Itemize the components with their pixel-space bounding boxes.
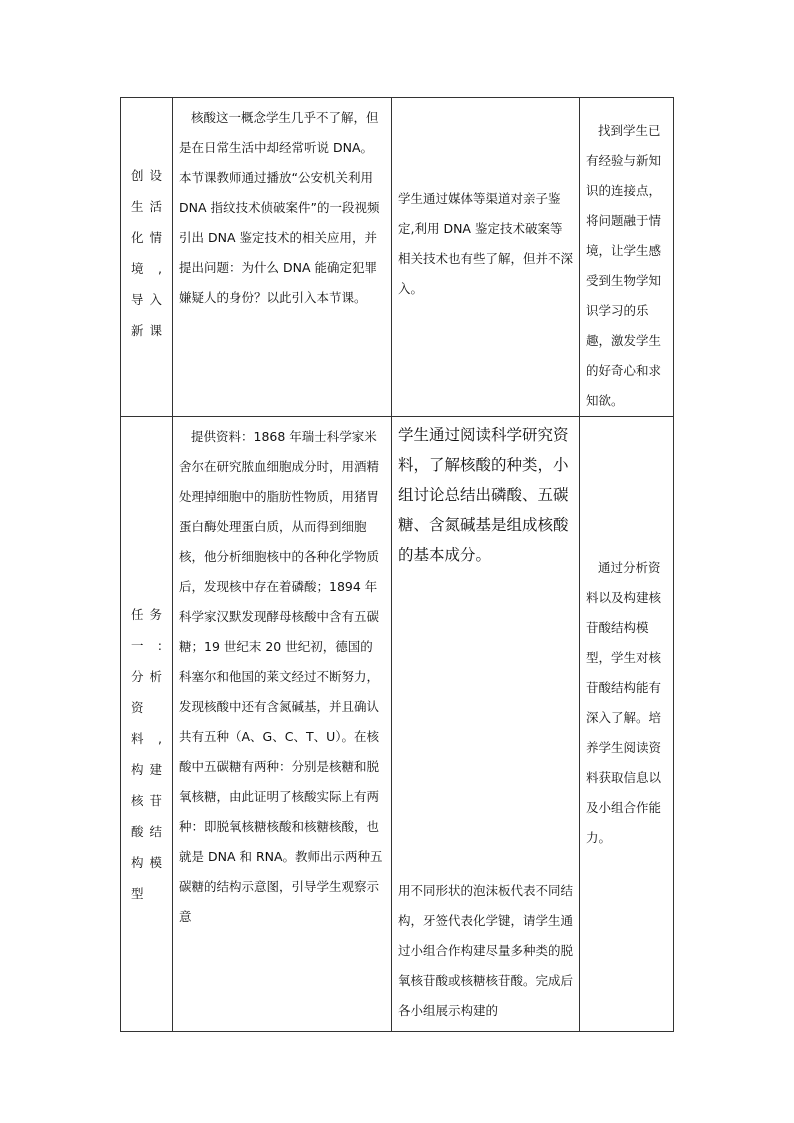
design-purpose-cell <box>580 417 674 1032</box>
lesson-plan-table <box>120 97 674 1032</box>
student-activity-cell <box>392 98 580 417</box>
student-activity-text: 学生通过阅读科学研究资料，了解核酸的种类，小组讨论总结出磷酸、五碳糖、含氮碱基是组成核酸的基本成分。 <box>398 426 569 564</box>
design-purpose-text: 找到学生已有经验与新知识的连接点，将问题融于情境，让学生感受到生物学知识学习的乐趣，激发学生的好奇心和求知欲。 <box>586 123 662 408</box>
teacher-activity-text: 提供资料：1868 年瑞士科学家米舍尔在研究脓血细胞成分时，用酒精处理掉细胞中的脂肪性物质，用猪胃蛋白酶处理蛋白质，从而得到细胞核，他分析细胞核中的各种化学物质后，发现核中存在着磷酸；1894 年科学家汉默发现酵母核酸中含有五碳糖；19 世纪末 20 世纪初，德国的科塞尔和他国的莱文经过不断努力，发现核酸中还有含氮碱基，并且确认共有五种（A、G、C、T、U）。在核酸中五碳糖有两种：分别是核糖和脱氧核糖，由此证明了核酸实际上有两种：即脱氧核糖核酸和核糖核酸，也就是 DNA 和 RNA。教师出示两种五碳糖的结构示意图，引导学生观察示意 <box>179 429 383 924</box>
student-activity-text-continued: 用不同形状的泡沫板代表不同结构，牙签代表化学键，请学生通过小组合作构建尽量多种类的脱氧核苷酸或核糖核苷酸。完成后各小组展示构建的 <box>398 883 574 1018</box>
stage-cell <box>121 98 173 417</box>
student-activity-text: 学生通过媒体等渠道对亲子鉴定,利用 DNA 鉴定技术破案等相关技术也有些了解，但并不深入。 <box>398 191 574 296</box>
table-row <box>121 98 674 417</box>
teacher-activity-text: 核酸这一概念学生几乎不了解，但是在日常生活中却经常听说 DNA。本节课教师通过播放“公安机关利用 DNA 指纹技术侦破案件”的一段视频引出 DNA 鉴定技术的相关应用，并提出问题：为什么 DNA 能确定犯罪嫌疑人的身份？以此引入本节课。 <box>179 110 380 305</box>
stage-label: 任务一:分析资料,构建核苷酸结构模型 <box>131 607 164 901</box>
stage-cell <box>121 417 173 1032</box>
teacher-activity-cell <box>173 98 392 417</box>
design-purpose-text: 通过分析资料以及构建核苷酸结构模型，学生对核苷酸结构能有深入了解。培养学生阅读资料获取信息以及小组合作能力。 <box>586 560 662 845</box>
table-row <box>121 417 674 1032</box>
stage-label: 创设生活化情境,导入新课 <box>131 168 164 338</box>
teacher-activity-cell <box>173 417 392 1032</box>
student-activity-cell <box>392 417 580 1032</box>
design-purpose-cell <box>580 98 674 417</box>
